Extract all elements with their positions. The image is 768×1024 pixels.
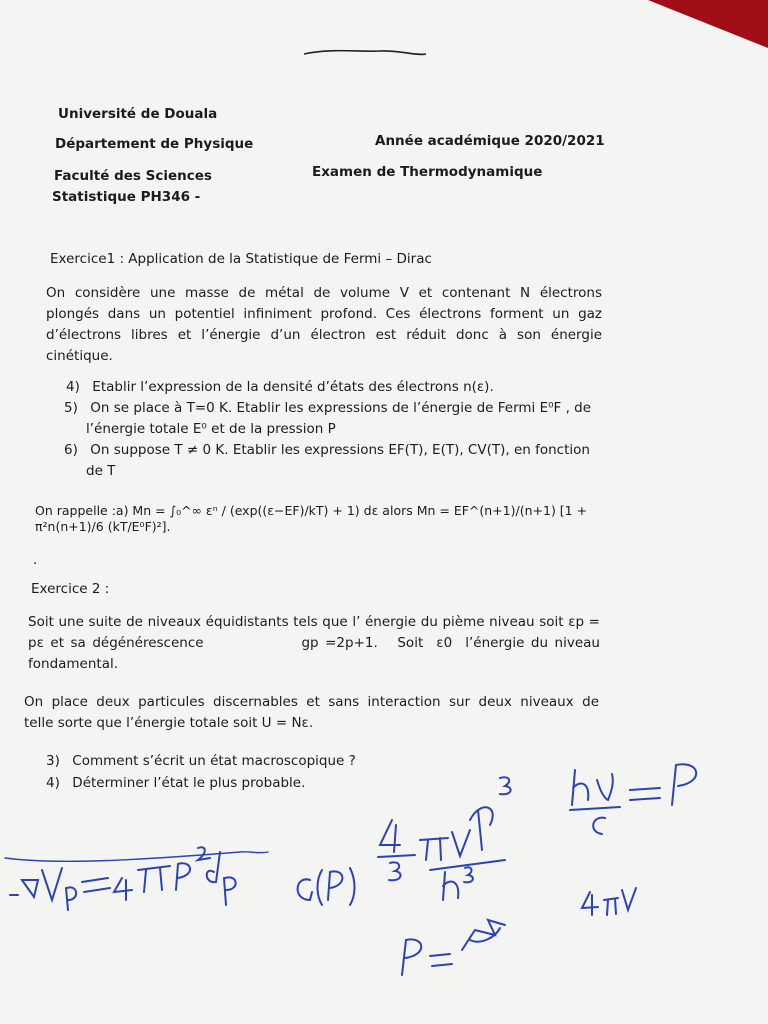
university-name: Université de Douala xyxy=(58,106,218,122)
exercise2-title: Exercice 2 : xyxy=(31,581,110,597)
question-text: Déterminer l’état le plus probable. xyxy=(72,775,306,791)
question-number: 4) xyxy=(66,379,80,395)
question-number: 4) xyxy=(46,775,60,791)
question-number: 6) xyxy=(64,442,78,458)
exam-title: Examen de Thermodynamique xyxy=(312,164,543,180)
faculty-name: Faculté des Sciences xyxy=(54,168,212,184)
question-number: 5) xyxy=(64,400,78,416)
red-corner-mark xyxy=(648,0,768,48)
formula-reminder: On rappelle :a) Mn = ∫₀^∞ εⁿ / (exp((ε−EF)/kT) + 1) dε alors Mn = EF^(n+1)/(n+1) [1 + π²n(n+1)/6 (kT/E⁰F)²]. xyxy=(35,503,588,534)
intro-line: cinétique. xyxy=(46,348,113,364)
pen-stroke xyxy=(300,42,430,64)
question-text: On suppose T ≠ 0 K. Etablir les expressions EF(T), E(T), CV(T), en fonction xyxy=(90,442,590,458)
para-line: Soit une suite de niveaux équidistants tels que l’ énergie du pième niveau soit εp = xyxy=(28,614,600,630)
course-code: Statistique PH346 - xyxy=(52,189,201,205)
question-text: Etablir l’expression de la densité d’états des électrons n(ε). xyxy=(92,379,494,395)
question-text: Comment s’écrit un état macroscopique ? xyxy=(72,753,356,769)
dot-mark: . xyxy=(33,552,38,568)
question-number: 3) xyxy=(46,753,60,769)
para-line: pε et sa dégénérescence gp =2p+1. Soit ε0 l’énergie du niveau xyxy=(28,635,600,651)
academic-year: Année académique 2020/2021 xyxy=(375,133,605,149)
handwritten-notes xyxy=(0,760,768,1024)
exercise2-para1 xyxy=(28,612,600,675)
exercise1-question-5 xyxy=(64,398,609,440)
exercise1-question-4 xyxy=(66,377,606,398)
intro-line: plongés dans un potentiel infiniment profond. Ces électrons forment un gaz xyxy=(46,306,602,322)
exercise1-question-6 xyxy=(64,440,609,482)
para-line: On place deux particules discernables et sans interaction sur deux niveaux de xyxy=(24,694,599,710)
exercise1-intro xyxy=(46,283,602,367)
para-line: fondamental. xyxy=(28,656,119,672)
exercise2-para2 xyxy=(24,692,599,734)
department-name: Département de Physique xyxy=(55,136,254,152)
question-text-cont: l’énergie totale E⁰ et de la pression P xyxy=(86,421,336,437)
exercise1-title: Exercice1 : Application de la Statistique de Fermi – Dirac xyxy=(50,251,432,267)
intro-line: On considère une masse de métal de volume V et contenant N électrons xyxy=(46,285,602,301)
para-line: telle sorte que l’énergie totale soit U = Nε. xyxy=(24,715,314,731)
question-text: On se place à T=0 K. Etablir les expressions de l’énergie de Fermi E⁰F , de xyxy=(90,400,592,416)
intro-line: d’électrons libres et l’énergie d’un électron est réduit donc à son énergie xyxy=(46,327,602,343)
question-text-cont: de T xyxy=(86,463,116,479)
